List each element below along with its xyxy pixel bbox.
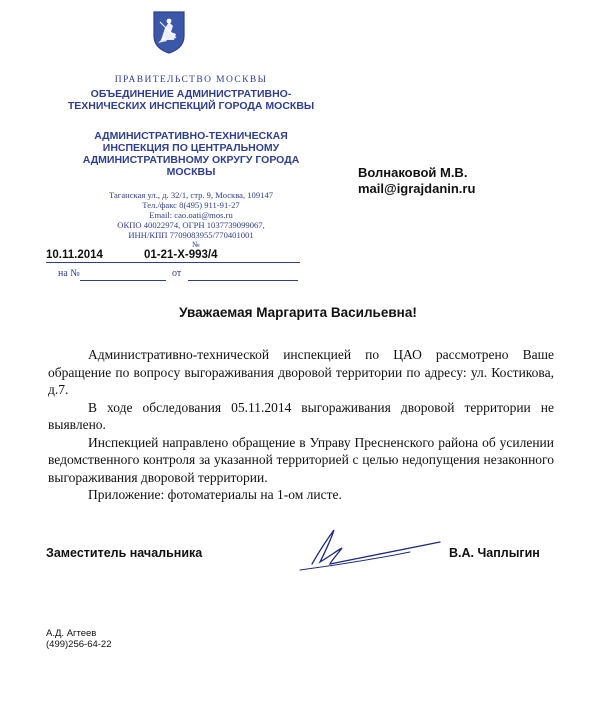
executor-phone: (499)256-64-22 xyxy=(46,639,112,650)
recipient-email: mail@igrajdanin.ru xyxy=(358,181,476,196)
reply-to-date-label: от xyxy=(172,268,182,279)
registration-underline xyxy=(46,262,300,263)
government-title: ПРАВИТЕЛЬСТВО МОСКВЫ xyxy=(114,75,268,85)
body-paragraph: Административно-технической инспекцией по ЦАО рассмотрено Ваше обращение по вопросу выгораживания дворовой территории по адресу: ул. Костикова, д.7. xyxy=(48,347,554,397)
body-paragraph: Приложение: фотоматериалы на 1-ом листе. xyxy=(88,487,342,502)
executor-name: А.Д. Агтеев xyxy=(46,628,97,639)
reply-date-underline xyxy=(188,280,298,281)
handwritten-signature xyxy=(290,520,450,580)
organization-contacts xyxy=(60,190,322,240)
executor-block xyxy=(46,628,112,650)
signatory-name: В.А. Чаплыгин xyxy=(449,546,540,560)
reply-number-underline xyxy=(80,280,166,281)
number-mark: № xyxy=(192,240,200,249)
recipient-name: Волнаковой М.В. xyxy=(358,165,468,180)
greeting: Уважаемая Маргарита Васильевна! xyxy=(179,305,417,320)
signatory-position: Заместитель начальника xyxy=(46,546,203,560)
reply-to-number-label: на № xyxy=(58,268,80,279)
letter-body xyxy=(48,346,554,504)
recipient-block xyxy=(358,165,475,197)
organization-name: АДМИНИСТРАТИВНО-ТЕХНИЧЕСКАЯ ИНСПЕКЦИЯ ПО ЦЕНТРАЛЬНОМУ АДМИНИСТРАТИВНОМУ ОКРУГУ ГОРОДА МОСКВЫ xyxy=(82,130,300,178)
body-paragraph: В ходе обследования 05.11.2014 выгораживания дворовой территории не выявлено. xyxy=(48,399,554,432)
address-line: Таганская ул., д. 32/1, стр. 9, Москва, 109147 xyxy=(108,190,274,200)
email-line: Email: cao.oati@mos.ru xyxy=(149,210,233,220)
registration-date: 10.11.2014 xyxy=(46,249,103,261)
moscow-coat-of-arms-icon xyxy=(152,10,186,54)
codes-line: ОКПО 40022974, ОГРН 1037739099067, xyxy=(117,220,265,230)
registration-number: 01-21-Х-993/4 xyxy=(144,249,218,261)
inn-line: ИНН/КПП 7709083955/770401001 xyxy=(128,230,254,240)
parent-organization-name: ОБЪЕДИНЕНИЕ АДМИНИСТРАТИВНО-ТЕХНИЧЕСКИХ ИНСПЕКЦИЙ ГОРОДА МОСКВЫ xyxy=(67,88,315,112)
phone-line: Тел./факс 8(495) 911-91-27 xyxy=(142,200,240,210)
body-paragraph: Инспекцией направлено обращение в Управу Пресненского района об усилении ведомственного контроля за указанной территорией с целью недопущения незаконного выгораживания дворовой территории. xyxy=(48,434,554,485)
